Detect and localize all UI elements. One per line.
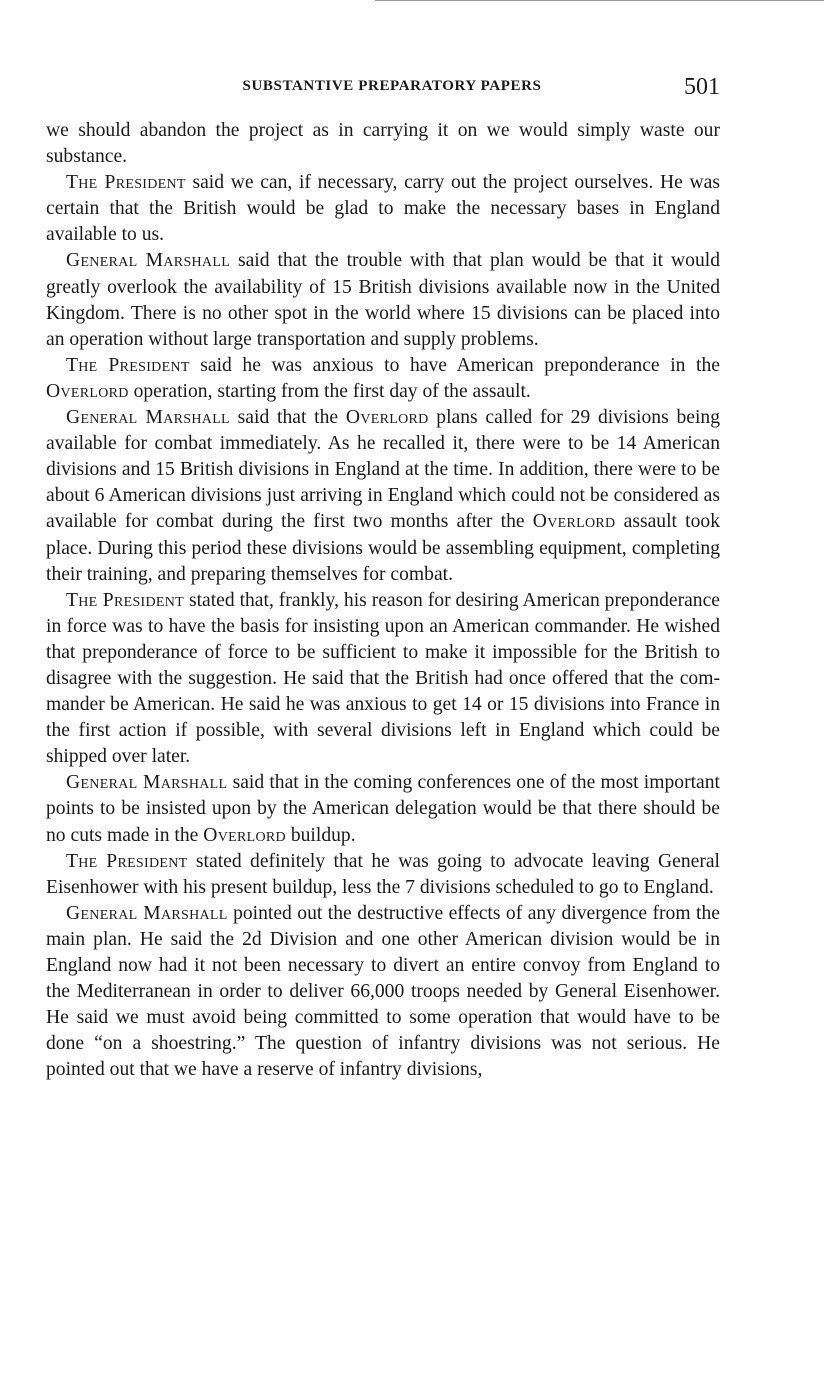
paragraph-text: said that the trouble with that plan would be that it would greatly overlook the availability of 15 British divisions available now in the United Kingdom. There is no other spot in the world where 15 divisions can be placed into an operation without large transportation and supply problems. [46,250,721,350]
speaker-marshall: General Marshall [66,902,228,924]
paragraph-text: said he was anxious to have American preponderance in the [189,354,720,376]
running-title: SUBSTANTIVE PREPARATORY PAPERS [242,78,542,94]
speaker-marshall: General Marshall [66,772,228,794]
paragraph-text: said that the [229,407,346,429]
paragraph-text: assault took place. During this period these divisions would be assembling equipment, completing their training, and preparing themselves for combat. [46,511,720,585]
running-head [46,72,720,106]
top-edge-rule [375,0,824,1]
operation-name: Overlord [46,380,129,402]
paragraph-1 [46,118,720,170]
body-text [46,118,720,1083]
operation-name: Overlord [203,824,286,846]
paragraph-text: buildup. [285,824,356,846]
page-number: 501 [684,74,720,100]
operation-name: Overlord [345,407,429,429]
paragraph-6 [46,588,720,771]
speaker-president: The President [66,172,186,194]
paragraph-text: pointed out the destructive effects of any divergence from the main plan. He said the 2d Division and one other American division would be in England now had it not been necessary to divert an entire convoy from England to the Mediterranean in order to deliver 66,000 troops needed by General Eisenhower. He said we must avoid being committed to some operation that would have to be done “on a shoestring.” The question of infantry divisions was not serious. He pointed out that we have a reserve of infantry divisions, [46,902,720,1081]
speaker-president: The President [66,850,188,872]
speaker-marshall: General Marshall [66,407,230,429]
paragraph-5 [46,405,720,588]
paragraph-7 [46,770,720,848]
speaker-president: The President [66,354,190,376]
operation-name: Overlord [532,511,616,533]
paragraph-text: operation, starting from the first day of the assault. [128,380,531,402]
paragraph-3 [46,248,720,352]
paragraph-4 [46,353,720,405]
paragraph-text: plans called for 29 divisions being available for combat immediately. As he recalled it, there were to be 14 American divisions and 15 British divisions in England at the time. In addition, there were to be about 6 American divisions just arriving in England which could not be considered as available for combat during the first two months after the [46,407,721,533]
speaker-president: The President [66,589,185,611]
paragraph-text: said that in the coming conferences one of the most important points to be insisted upon by the American delegation would be that there should be no cuts made in the [46,772,720,846]
paragraph-8 [46,849,720,901]
paragraph-9 [46,901,720,1084]
paragraph-text: said we can, if necessary, carry out the project ourselves. He was certain that the British would be glad to make the necessary bases in England available to us. [46,172,720,246]
paragraph-text: stated that, frankly, his reason for desiring American preponderance in force was to have the basis for insisting upon an American commander. He wished that preponderance of force to be sufficient to make it impossible for the British to disagree with the suggestion. He said that the British had once offered that the commander be American. He said he was anxious to get 14 or 15 divisions into France in the first action if possible, with several divisions left in England which could be shipped over later. [46,589,720,768]
paragraph-2 [46,170,720,248]
paragraph-text: stated definitely that he was going to advocate leaving General Eisenhower with his present buildup, less the 7 divisions scheduled to go to England. [46,850,720,898]
speaker-marshall: General Marshall [66,250,231,272]
paragraph-text: we should abandon the project as in carrying it on we would simply waste our substance. [46,120,720,168]
